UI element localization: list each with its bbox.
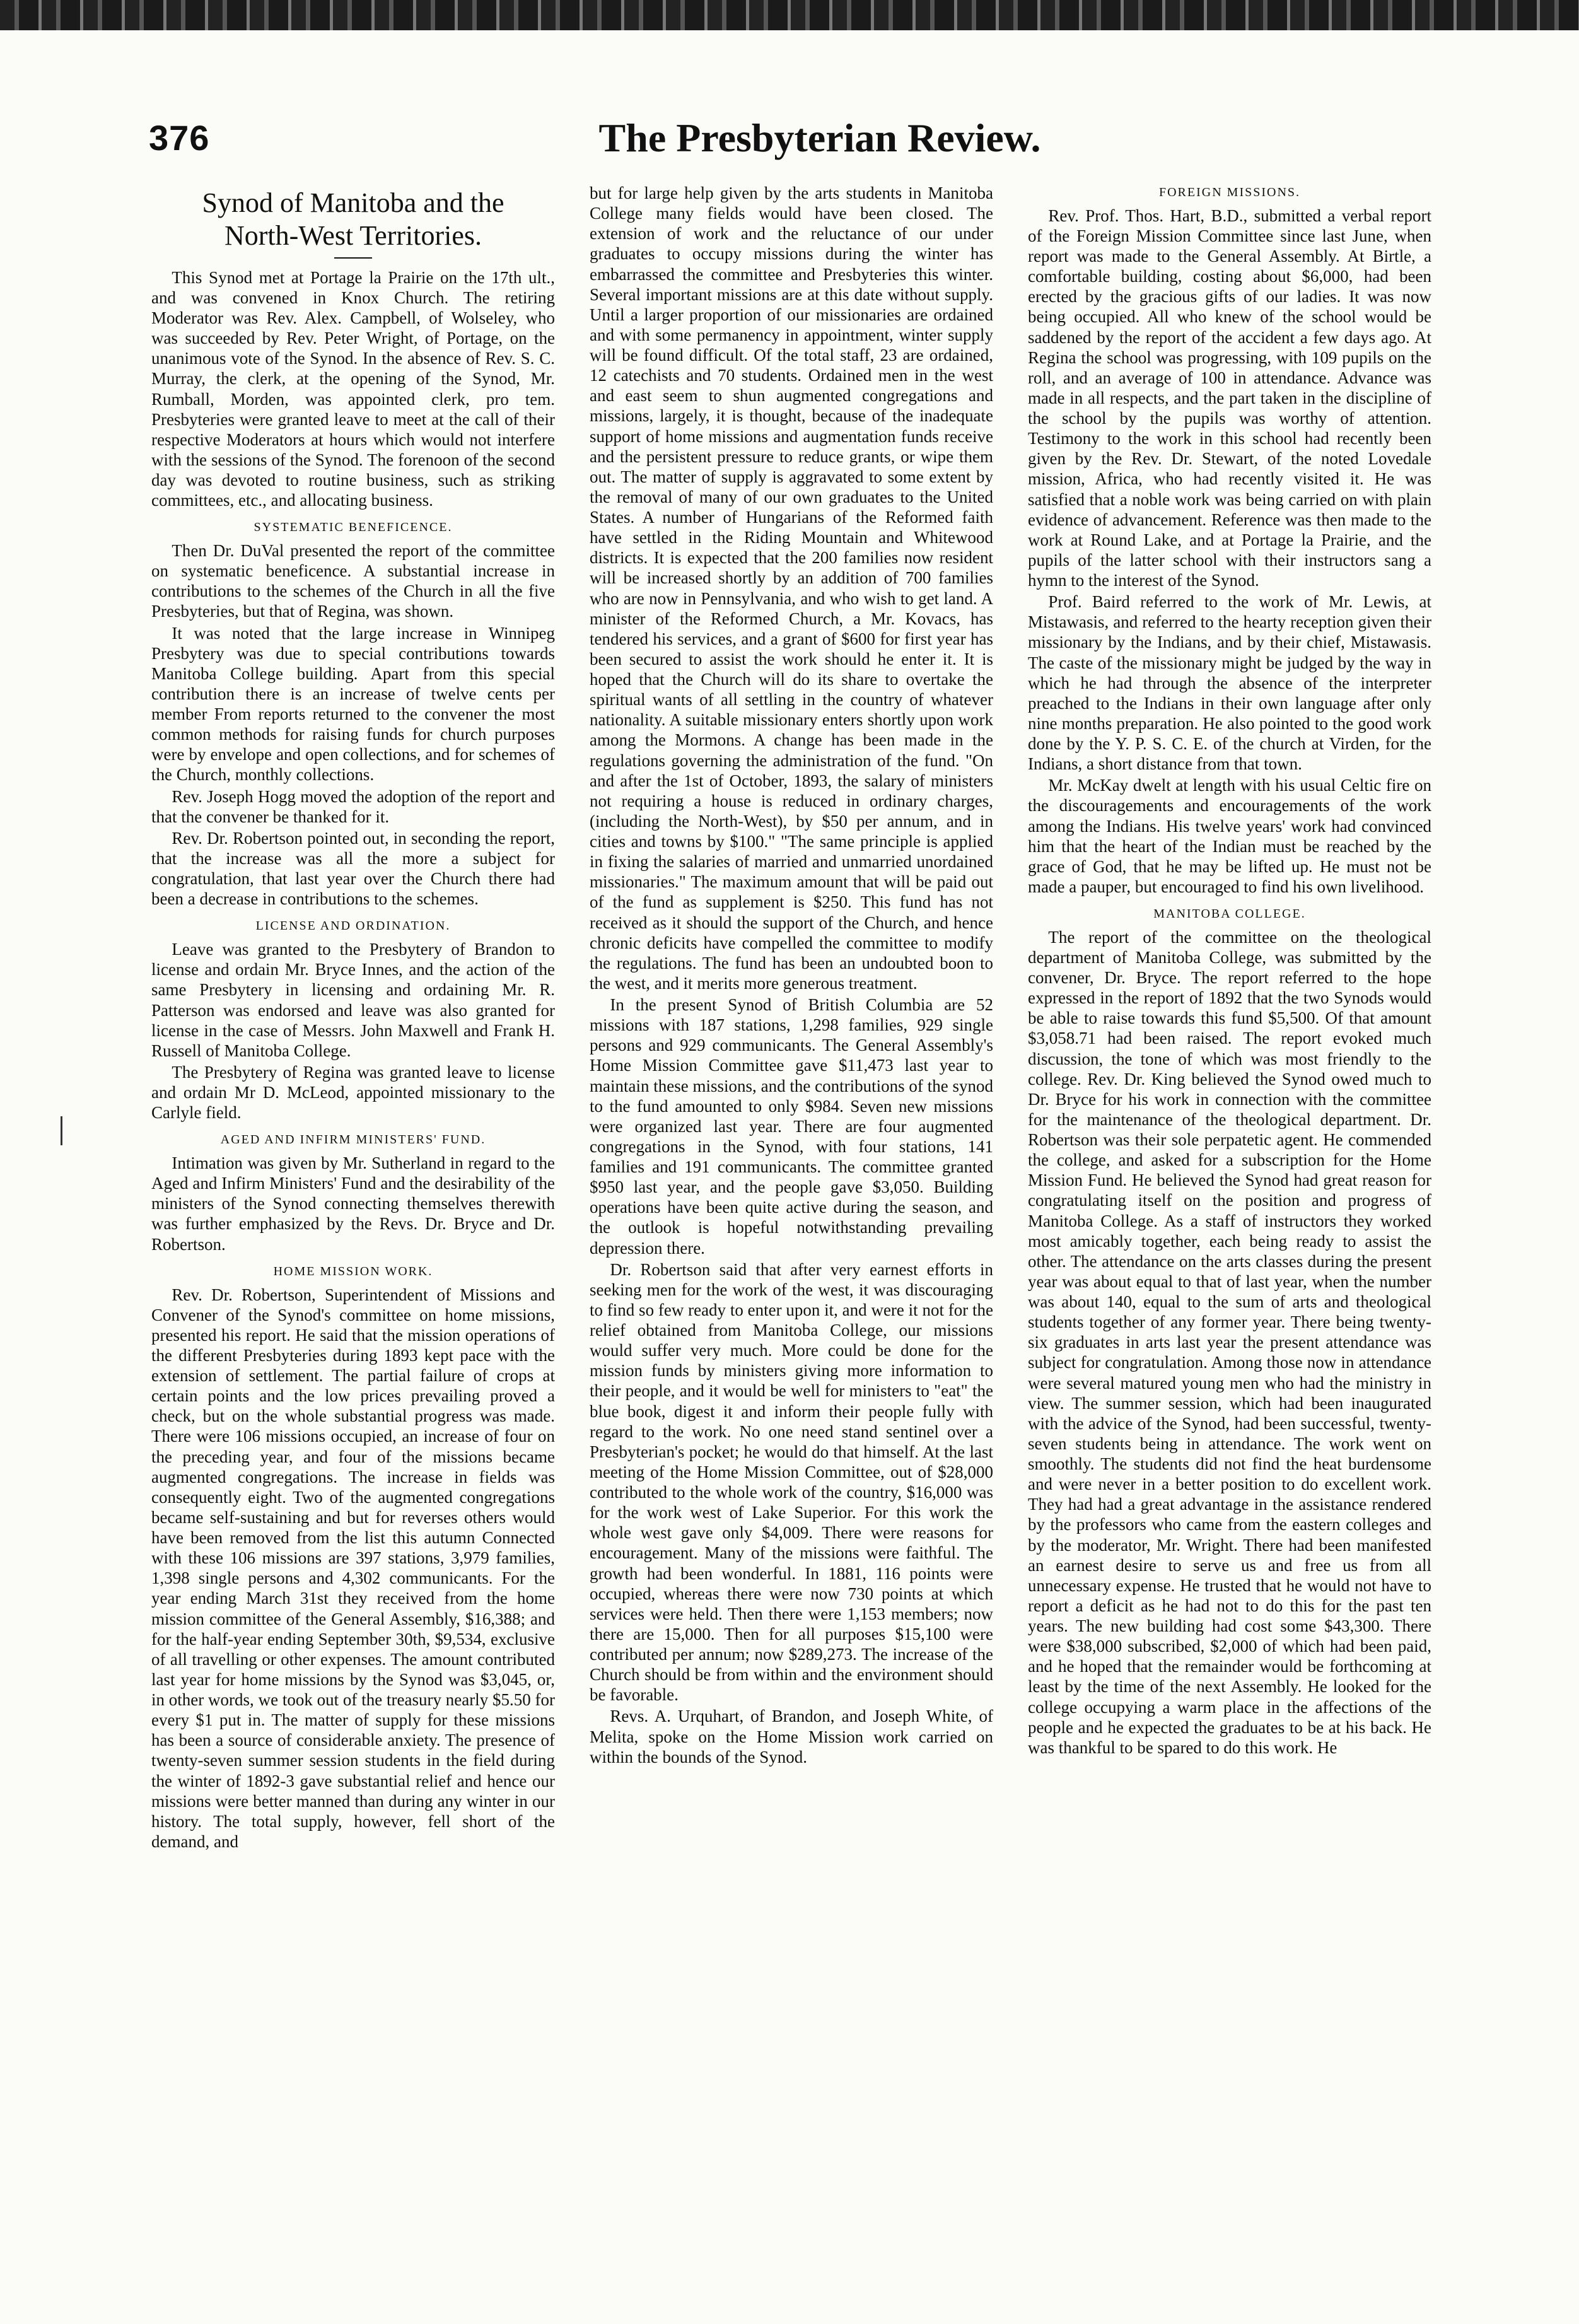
paragraph: Revs. A. Urquhart, of Brandon, and Joseph White, of Melita, spoke on the Home Mission work carried on within the bounds of the Synod. (590, 1707, 993, 1766)
page-number: 376 (149, 118, 210, 158)
paragraph: In the present Synod of British Columbia are 52 missions with 187 stations, 1,298 families, 929 single persons and 929 communicants. The General Assembly's Home Mission Committee gave $11,473 last year to maintain these missions, and the contributions of the synod to the fund amounted to only $984. Seven new missions were organized last year. There are four augmented congregations in the Synod, with four stations, 141 families and 191 communicants. The committee granted $950 last year, and the people gave $3,050. Building operations have been quite active during the season, and the outlook is hopeful notwithstanding prevailing depression there. (590, 995, 993, 1258)
paragraph: The report of the committee on the theological department of Manitoba College, was submitted by the convener, Dr. Bryce. The report referred to the hope expressed in the report of 1892 that the two Synods would be able to raise towards this fund $5,500. Of that amount $3,058.71 had been raised. The report evoked much discussion, the tone of which was most friendly to the college. Rev. Dr. King believed the Synod owed much to Dr. Bryce for his work in connection with the committee for the maintenance of the theological department. Dr. Robertson was their sole perpatetic agent. He commended the college, and asked for a subscription for the Home Mission Fund. He believed the Synod had great reason for congratulating itself on the position and progress of Manitoba College. As a staff of instructors they worked most amicably together, each being ready to assist the other. The attendance on the arts classes during the present year was about equal to that of last year, when the number was about 140, equal to the sum of arts and theological students together of any former year. There being twenty-six graduates in arts last year the present attendance was subject for congratulation. Among those now in attendance were several matured young men who had the ministry in view. The summer session, which had been inaugurated with the advice of the Synod, had been successful, twenty-seven students being in attendance. The work went on smoothly. The students did not find the heat burdensome and were never in a better position to do excellent work. They had had a great advantage in the assistance rendered by the professors who came from the eastern colleges and by the moderator, Mr. Wright. There had been manifested an earnest desire to serve us and free us from all unnecessary expense. He trusted that he would not have to report a deficit as he had not to do this for the past ten years. The new building had cost some $43,300. There were $38,000 subscribed, $2,000 of which had been paid, and he hoped that the remainder would be forthcoming at least by the time of the next Assembly. He looked for the college occupying a warm place in the affections of the people and he expected the graduates to be at his back. He was thankful to be spared to do this work. He (1028, 927, 1431, 1757)
section-heading-systematic-beneficence: SYSTEMATIC BENEFICENCE. (253, 520, 453, 535)
paragraph: Then Dr. DuVal presented the report of the committee on systematic beneficence. A substantial increase in contributions to the schemes of the Church in all the five Presbyteries, but that of Regina, was shown. (151, 541, 555, 621)
paragraph: Rev. Prof. Thos. Hart, B.D., submitted a verbal report of the Foreign Mission Committee since last June, when report was made to the General Assembly. At Birtle, a comfortable building, costing about $6,000, had been erected by the gracious gifts of our ladies. It was now being occupied. All who knew of the school would be saddened by the report of the accident a few days ago. At Regina the school was progressing, with 109 pupils on the roll, and an average of 100 in attendance. Advance was made in all respects, and the part taken in the discipline of the school by the pupils was worthy of attention. Testimony to the work in this school had recently been given by the Rev. Dr. Stewart, of the noted Lovedale mission, Africa, who had recently visited it. He was satisfied that a noble work was being carried on with plain evidence of advancement. Reference was then made to the work at Round Lake, and at Portage la Prairie, and the pupils of the latter school with their instructors sang a hymn to the interest of the Synod. (1028, 206, 1431, 590)
paragraph: Prof. Baird referred to the work of Mr. Lewis, at Mistawasis, and referred to the hearty reception given their missionary by the Indians, and by their chief, Mistawasis. The caste of the missionary might be judged by the way in which he had through the absence of the interpreter preached to the Indians in their own language after only nine months preparation. He also pointed to the good work done by the Y. P. S. C. E. of the church at Virden, for the Indians, a short distance from that town. (1028, 592, 1431, 774)
journal-title: The Presbyterian Review. (598, 115, 1041, 160)
article-title (151, 187, 555, 252)
paragraph: Rev. Joseph Hogg moved the adoption of the report and that the convener be thanked for it. (151, 786, 555, 826)
intro-paragraph: This Synod met at Portage la Prairie on the 17th ult., and was convened in Knox Church. The retiring Moderator was Rev. Alex. Campbell, of Wolseley, who was succeeded by Rev. Peter Wright, of Portage, on the unanimous vote of the Synod. In the absence of Rev. S. C. Murray, the clerk, at the opening of the Synod, Mr. Rumball, Morden, was appointed clerk, pro tem. Presbyteries were granted leave to meet at the call of their respective Moderators at hours which would not interfere with the sessions of the Synod. The forenoon of the second day was devoted to routine business, such as striking committees, etc., and allocating business. (151, 267, 555, 510)
section-heading-aged-infirm-fund: AGED AND INFIRM MINISTERS' FUND. (220, 1133, 486, 1147)
paragraph: It was noted that the large increase in Winnipeg Presbytery was due to special contributions towards Manitoba College building. Apart from this special contribution there is an increase of twelve cents per member From reports returned to the convener the most common methods for raising funds for church purposes were by envelope and open collections, and for schemes of the Church, monthly collections. (151, 623, 555, 785)
column-2 (590, 183, 993, 2283)
margin-mark (61, 1116, 62, 1145)
column-1 (151, 183, 555, 2283)
title-rule (334, 257, 372, 259)
column-3 (1028, 183, 1431, 2283)
paragraph: Rev. Dr. Robertson, Superintendent of Missions and Convener of the Synod's committee on home missions, presented his report. He said that the mission operations of the different Presbyteries during 1893 kept pace with the extension of settlement. The partial failure of crops at certain points and the low prices prevailing proved a check, but on the whole substantial progress was made. There were 106 missions occupied, an increase of four on the preceding year, and four of the missions became augmented congregations. The increase in fields was consequently eight. Two of the augmented congregations became self-sustaining and but for reverses others would have been removed from the list this autumn Connected with these 106 missions are 397 stations, 3,979 families, 1,398 single persons and 4,302 communicants. For the year ending March 31st they received from the home mission committee of the General Assembly, $16,388; and for the half-year ending September 30th, $9,534, exclusive of all travelling or other expenses. The amount contributed last year for home missions by the Synod was $3,045, or, in other words, we took out of the treasury nearly $5.50 for every $1 put in. The matter of supply for these missions has been a source of considerable anxiety. The presence of twenty-seven summer session students in the field during the winter of 1892-3 gave substantial relief and hence our missions were better manned than during any winter in our history. The total supply, however, fell short of the demand, and (151, 1285, 555, 1851)
section-heading-home-mission-work: HOME MISSION WORK. (273, 1264, 433, 1278)
paragraph: Dr. Robertson said that after very earnest efforts in seeking men for the work of the west, it was discouraging to find so few ready to enter upon it, and were it not for the relief obtained from Manitoba College, our missions would suffer very much. More could be done for the mission funds by ministers giving more information to their people, and it would be well for ministers to "eat" the blue book, digest it and inform their people fully with regard to the work. No one need stand sentinel over a Presbyterian's pocket; he would do that himself. At the last meeting of the Home Mission Committee, out of $28,000 contributed to the whole work of the country, $16,000 was for the work west of Lake Superior. For this work the whole west gave only $4,009. There were reasons for encouragement. Many of the missions were faithful. The growth had been wonderful. In 1881, 116 points were occupied, whereas there were now 730 points at which services were held. Then there were 1,153 members; now there are 15,000. Then for all purposes $15,100 were contributed per annum; now $289,273. The increase of the Church should be from within and the environment should be favorable. (590, 1259, 993, 1705)
article-title-line-2: North-West Territories. (224, 219, 482, 251)
paragraph: but for large help given by the arts students in Manitoba College many fields would have been closed. The extension of work and the reluctance of our under graduates to occupy missions during the winter has embarrassed the committee and Presbyteries this winter. Several important missions are at this date without supply. Until a larger proportion of our missionaries are ordained and with some permanency in appointment, winter supply will be found difficult. Of the total staff, 23 are ordained, 12 catechists and 70 students. Ordained men in the west and east seem to shun augmented congregations and missions, largely, it is thought, because of the inadequate support of home missions and augmentation funds receive and the persistent pressure to reduce grants, or wipe them out. The matter of supply is aggravated to some extent by the removal of many of our own graduates to the United States. A number of Hungarians of the Reformed faith have settled in the Riding Mountain and Whitewood districts. It is expected that the 200 families now resident will be increased shortly by an addition of 700 families who are now in Pennsylvania, and who wish to get land. A minister of the Reformed Church, a Mr. Kovacs, has tendered his services, and a grant of $600 for first year has been secured to assist the work should he enter it. It is hoped that the Church will do its share to overtake the spiritual wants of all settling in the country of whatever nationality. A suitable missionary enters shortly upon work among the Mormons. A change has been made in the regulations governing the administration of the fund. "On and after the 1st of October, 1893, the salary of ministers not requiring a house is reduced in ordinary charges, (including the North-West), by $50 per annum, and in cities and towns by $100." "The same principle is applied in fixing the salaries of married and unmarried unordained missionaries." The maximum amount that will be paid out of the fund as supplement is $250. This fund has not received as it should the support of the Church, and hence chronic deficits have compelled the committee to modify the regulations. The fund has been an undoubted boon to the west, and it merits more generous treatment. (590, 184, 993, 993)
paragraph: Rev. Dr. Robertson pointed out, in seconding the report, that the increase was all the more a subject for congratulation, that last year over the Church there had been a decrease in contributions to the schemes. (151, 828, 555, 909)
section-heading-foreign-missions: FOREIGN MISSIONS. (1158, 185, 1301, 199)
scanned-top-edge (0, 0, 1579, 30)
paragraph: The Presbytery of Regina was granted leave to license and ordain Mr D. McLeod, appointed missionary to the Carlyle field. (151, 1062, 555, 1123)
article-title-line-1: Synod of Manitoba and the (202, 187, 504, 218)
paragraph: Intimation was given by Mr. Sutherland in regard to the Aged and Infirm Ministers' Fund and the desirability of the ministers of the Synod connecting themselves therewith was further emphasized by the Revs. Dr. Bryce and Dr. Robertson. (151, 1153, 555, 1254)
paragraph: Leave was granted to the Presbytery of Brandon to license and ordain Mr. Bryce Innes, and the action of the same Presbytery in licensing and ordaining Mr. R. Patterson was endorsed and leave was also granted for license in the case of Messrs. John Maxwell and Frank H. Russell of Manitoba College. (151, 940, 555, 1060)
paragraph: Mr. McKay dwelt at length with his usual Celtic fire on the discouragements and encouragements of the work among the Indians. His twelve years' work had convinced him that the heart of the Indian must be reached by the grace of God, that he may be lifted up. He must not be made a pauper, but encouraged to find his own livelihood. (1028, 776, 1431, 896)
section-heading-license-ordination: LICENSE AND ORDINATION. (255, 919, 451, 933)
section-heading-manitoba-college: MANITOBA COLLEGE. (1153, 907, 1306, 921)
article-columns (151, 183, 1431, 2283)
